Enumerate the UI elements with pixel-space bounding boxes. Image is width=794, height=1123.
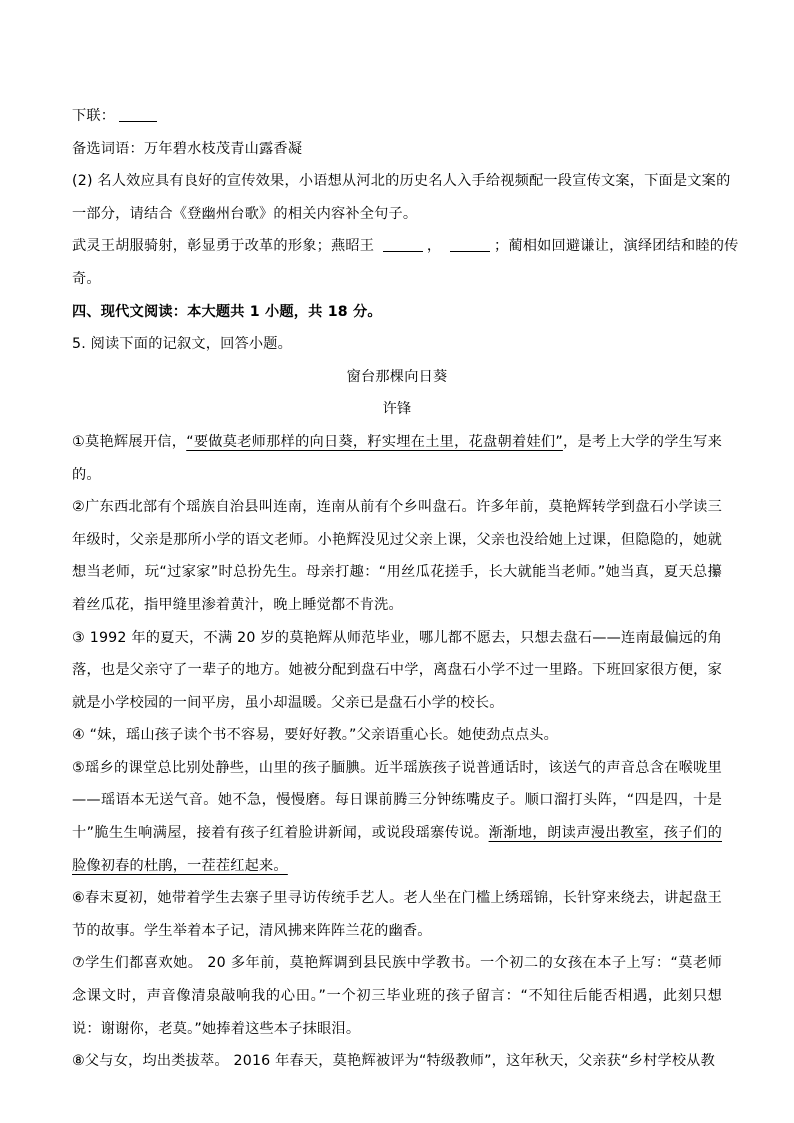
paragraph-text: ②广东西北部有个瑶族自治县叫连南，连南从前有个乡叫盘石。许多年前，莫艳辉转学到盘石小学读三年级时，父亲是那所小学的语文老师。小艳辉没见过父亲上课，父亲也没给她上过课，但隐隐的，她就想当老师，玩“过家家”时总扮先生。母亲打趣：“用丝瓜花搓手，长大就能当老师。”她当真，夏天总攥着丝瓜花，指甲缝里渗着黄汁，晚上睡觉都不肯洗。 [72,499,722,613]
paragraph-text: ⑥春末夏初，她带着学生去寨子里寻访传统手艺人。老人坐在门槛上绣瑶锦，长针穿来绕去，讲起盘王节的故事。学生举着本子记，清风拂来阵阵兰花的幽香。 [72,890,722,939]
wuling-text-a: 武灵王胡服骑射，彰显勇于改革的形象；燕昭王 [72,238,375,255]
article-paragraph [72,1045,722,1078]
answer-blank [119,105,157,122]
paragraph-text: ④ “妹，瑶山孩子读个书不容易，要好好教。”父亲语重心长。她使劲点点头。 [72,727,559,744]
answer-blank [383,235,423,252]
question-2-line-2: 一部分，请结合《登幽州台歌》的相关内容补全句子。 [72,205,418,222]
article-paragraph [72,622,722,720]
paragraph-text: ，是考上大学的学生写来的。 [72,433,722,483]
wuling-comma: ， [426,238,442,255]
article-paragraph [72,491,722,621]
beixuan-line: 备选词语：万年碧水枝茂青山露香凝 [72,140,303,157]
wuling-text-b: ；蔺相如回避谦让，演绎团结和睦的传 [493,238,739,255]
wuling-line [72,230,739,263]
wuling-line-2: 奇。 [72,270,101,287]
article-author: 许锋 [382,401,412,418]
article-paragraph [72,752,722,882]
paragraph-text: ⑦学生们都喜欢她。 20 多年前，莫艳辉调到县民族中学教书。一个初二的女孩在本子上写：“莫老师念课文时，声音像清泉敲响我的心田。”一个初三毕业班的孩子留言：“不知往后能否相遇，此刻只想说：谢谢你，老莫。”她捧着这些本子抹眼泪。 [72,955,722,1037]
answer-blank [450,235,490,252]
paragraph-text: ①莫艳辉展开信， [72,433,187,450]
section-heading: 四、现代文阅读：本大题共 1 小题，共 18 分。 [72,303,382,320]
article-paragraph [72,426,722,491]
xialian-label: 下联： [72,108,116,124]
article-title: 窗台那棵向日葵 [346,368,448,385]
paragraph-text: ⑤瑶乡的课堂总比别处静些，山里的孩子腼腆。近半瑶族孩子说普通话时，该送气的声音总含在喉咙里——瑶语本无送气音。她不急，慢慢磨。每日课前腾三分钟练嘴皮子。顺口溜打头阵，“四是四，十是十”脆生生响满屋，接着有孩子红着脸讲新闻，或说段瑶寨传说。 [72,759,722,842]
underlined-text: “要做莫老师那样的向日葵，籽实埋在土里，花盘朝着娃们” [186,433,563,450]
underlined-text: 渐渐地，朗读声漫出教室，孩子们的脸像初春的杜鹃，一茬茬红起来。 [72,825,722,874]
article-paragraph [72,947,722,1045]
xialian-line [72,100,722,133]
paragraph-text: ③ 1992 年的夏天，不满 20 岁的莫艳辉从师范毕业，哪儿都不愿去，只想去盘石——连南最偏远的角落，也是父亲守了一辈子的地方。她被分配到盘石中学，离盘石小学不过一里路。下班回家很方便，家就是小学校园的一间平房，虽小却温暖。父亲已是盘石小学的校长。 [72,629,722,711]
question-5-prompt: 5. 阅读下面的记叙文，回答小题。 [72,336,293,353]
article-paragraph [72,882,722,947]
question-2-line-1: (2) 名人效应具有良好的宣传效果，小语想从河北的历史名人入手给视频配一段宣传文案，下面是文案的 [72,173,731,190]
article-paragraph [72,719,722,752]
document-page [72,100,739,1078]
paragraph-text: ⑧父与女，均出类拔萃。 2016 年春天，莫艳辉被评为“特级教师”，这年秋天，父亲获“乡村学校从教 [72,1053,716,1070]
article-body [72,426,722,1078]
